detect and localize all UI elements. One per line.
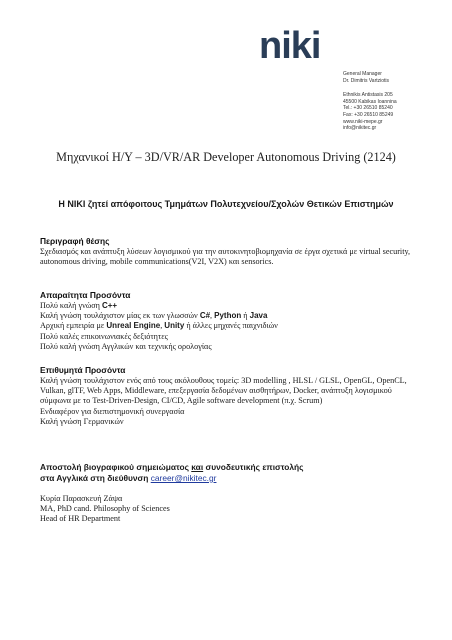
contact-address-1: Ethnikis Antistasis 205: [343, 92, 393, 99]
required-item-languages: Καλή γνώση τουλάχιστον μίας εκ των γλωσσών C#, Python ή Java: [40, 311, 268, 321]
description-heading: Περιγραφή θέσης: [40, 236, 110, 246]
apply-section: [40, 462, 420, 484]
apply-line-2: στα Αγγλικά στη διεύθυνση career@nikitec.gr: [40, 473, 217, 483]
career-email-link[interactable]: career@nikitec.gr: [150, 473, 217, 483]
signature-name: Κυρία Παρασκευή Ζάψα: [40, 494, 123, 503]
desired-item-german: Καλή γνώση Γερμανικών: [40, 416, 124, 426]
signature-degree: MA, PhD cand. Philosophy of Sciences: [40, 504, 170, 514]
required-item-communication: Πολύ καλές επικοινωνιακές δεξιότητες: [40, 331, 168, 341]
description-text: Σχεδιασμός και ανάπτυξη λύσεων λογισμικού για την αυτοκινητοβιομηχανία σε έργα σχετικά με virtual security, autonomous driving, mobile communications(V2I, V2X) και sensorics.: [40, 247, 411, 267]
required-item-english: Πολύ καλή γνώση Αγγλικών και τεχνικής ορολογίας: [40, 341, 212, 351]
contact-block: [343, 71, 448, 132]
contact-fax: Fax: +30 26510 85249: [343, 111, 394, 118]
required-heading: Απαραίτητα Προσόντα: [40, 290, 131, 300]
contact-name: Dr. Dimitris Vartziotis: [343, 77, 390, 84]
job-title: Μηχανικοί Η/Υ – 3D/VR/AR Developer Autonomous Driving (2124): [56, 150, 396, 164]
required-section: [40, 290, 420, 352]
desired-section: [40, 365, 420, 427]
desired-item-collaboration: Ενδιαφέρον για διεπιστημονική συνεργασία: [40, 406, 185, 416]
desired-heading: Επιθυμητά Προσόντα: [40, 365, 126, 375]
description-section: [40, 236, 420, 267]
signature-block: [40, 494, 420, 525]
niki-logo: niki: [259, 25, 321, 67]
apply-line-1: Αποστολή βιογραφικού σημειώματος και συνοδευτικής επιστολής: [40, 462, 304, 472]
intro-subheading: Η NIKI ζητεί απόφοιτους Τμημάτων Πολυτεχνείου/Σχολών Θετικών Επιστημών: [58, 199, 394, 209]
contact-web: www.niki-mepe.gr: [343, 118, 383, 125]
contact-address-2: 45500 Kabikas Ioannina: [343, 98, 397, 105]
contact-role: General Manager: [343, 71, 382, 77]
required-item-engines: Αρχική εμπειρία με Unreal Engine, Unity ή άλλες μηχανές παιχνιδιών: [40, 321, 278, 331]
required-item-cpp: Πολύ καλή γνώση C++: [40, 301, 118, 310]
contact-tel: Tel.: +30 26510 85240: [343, 105, 393, 112]
signature-role: Head of HR Department: [40, 514, 121, 524]
desired-text: Καλή γνώση τουλάχιστον ενός από τους ακόλουθους τομείς: 3D modelling , HLSL / GLSL, OpenGL, OpenCL, Vulkan, glTF, Web Apps, Middleware, επεξεργασία δεδομένων αισθητήρων, Docker, ανάπτυξη λογισμικού σύμφωνα με το Test-Driven-Design, CI/CD, Agile software development (π.χ. Scrum): [40, 376, 407, 406]
contact-email: info@nikitec.gr: [343, 125, 377, 132]
